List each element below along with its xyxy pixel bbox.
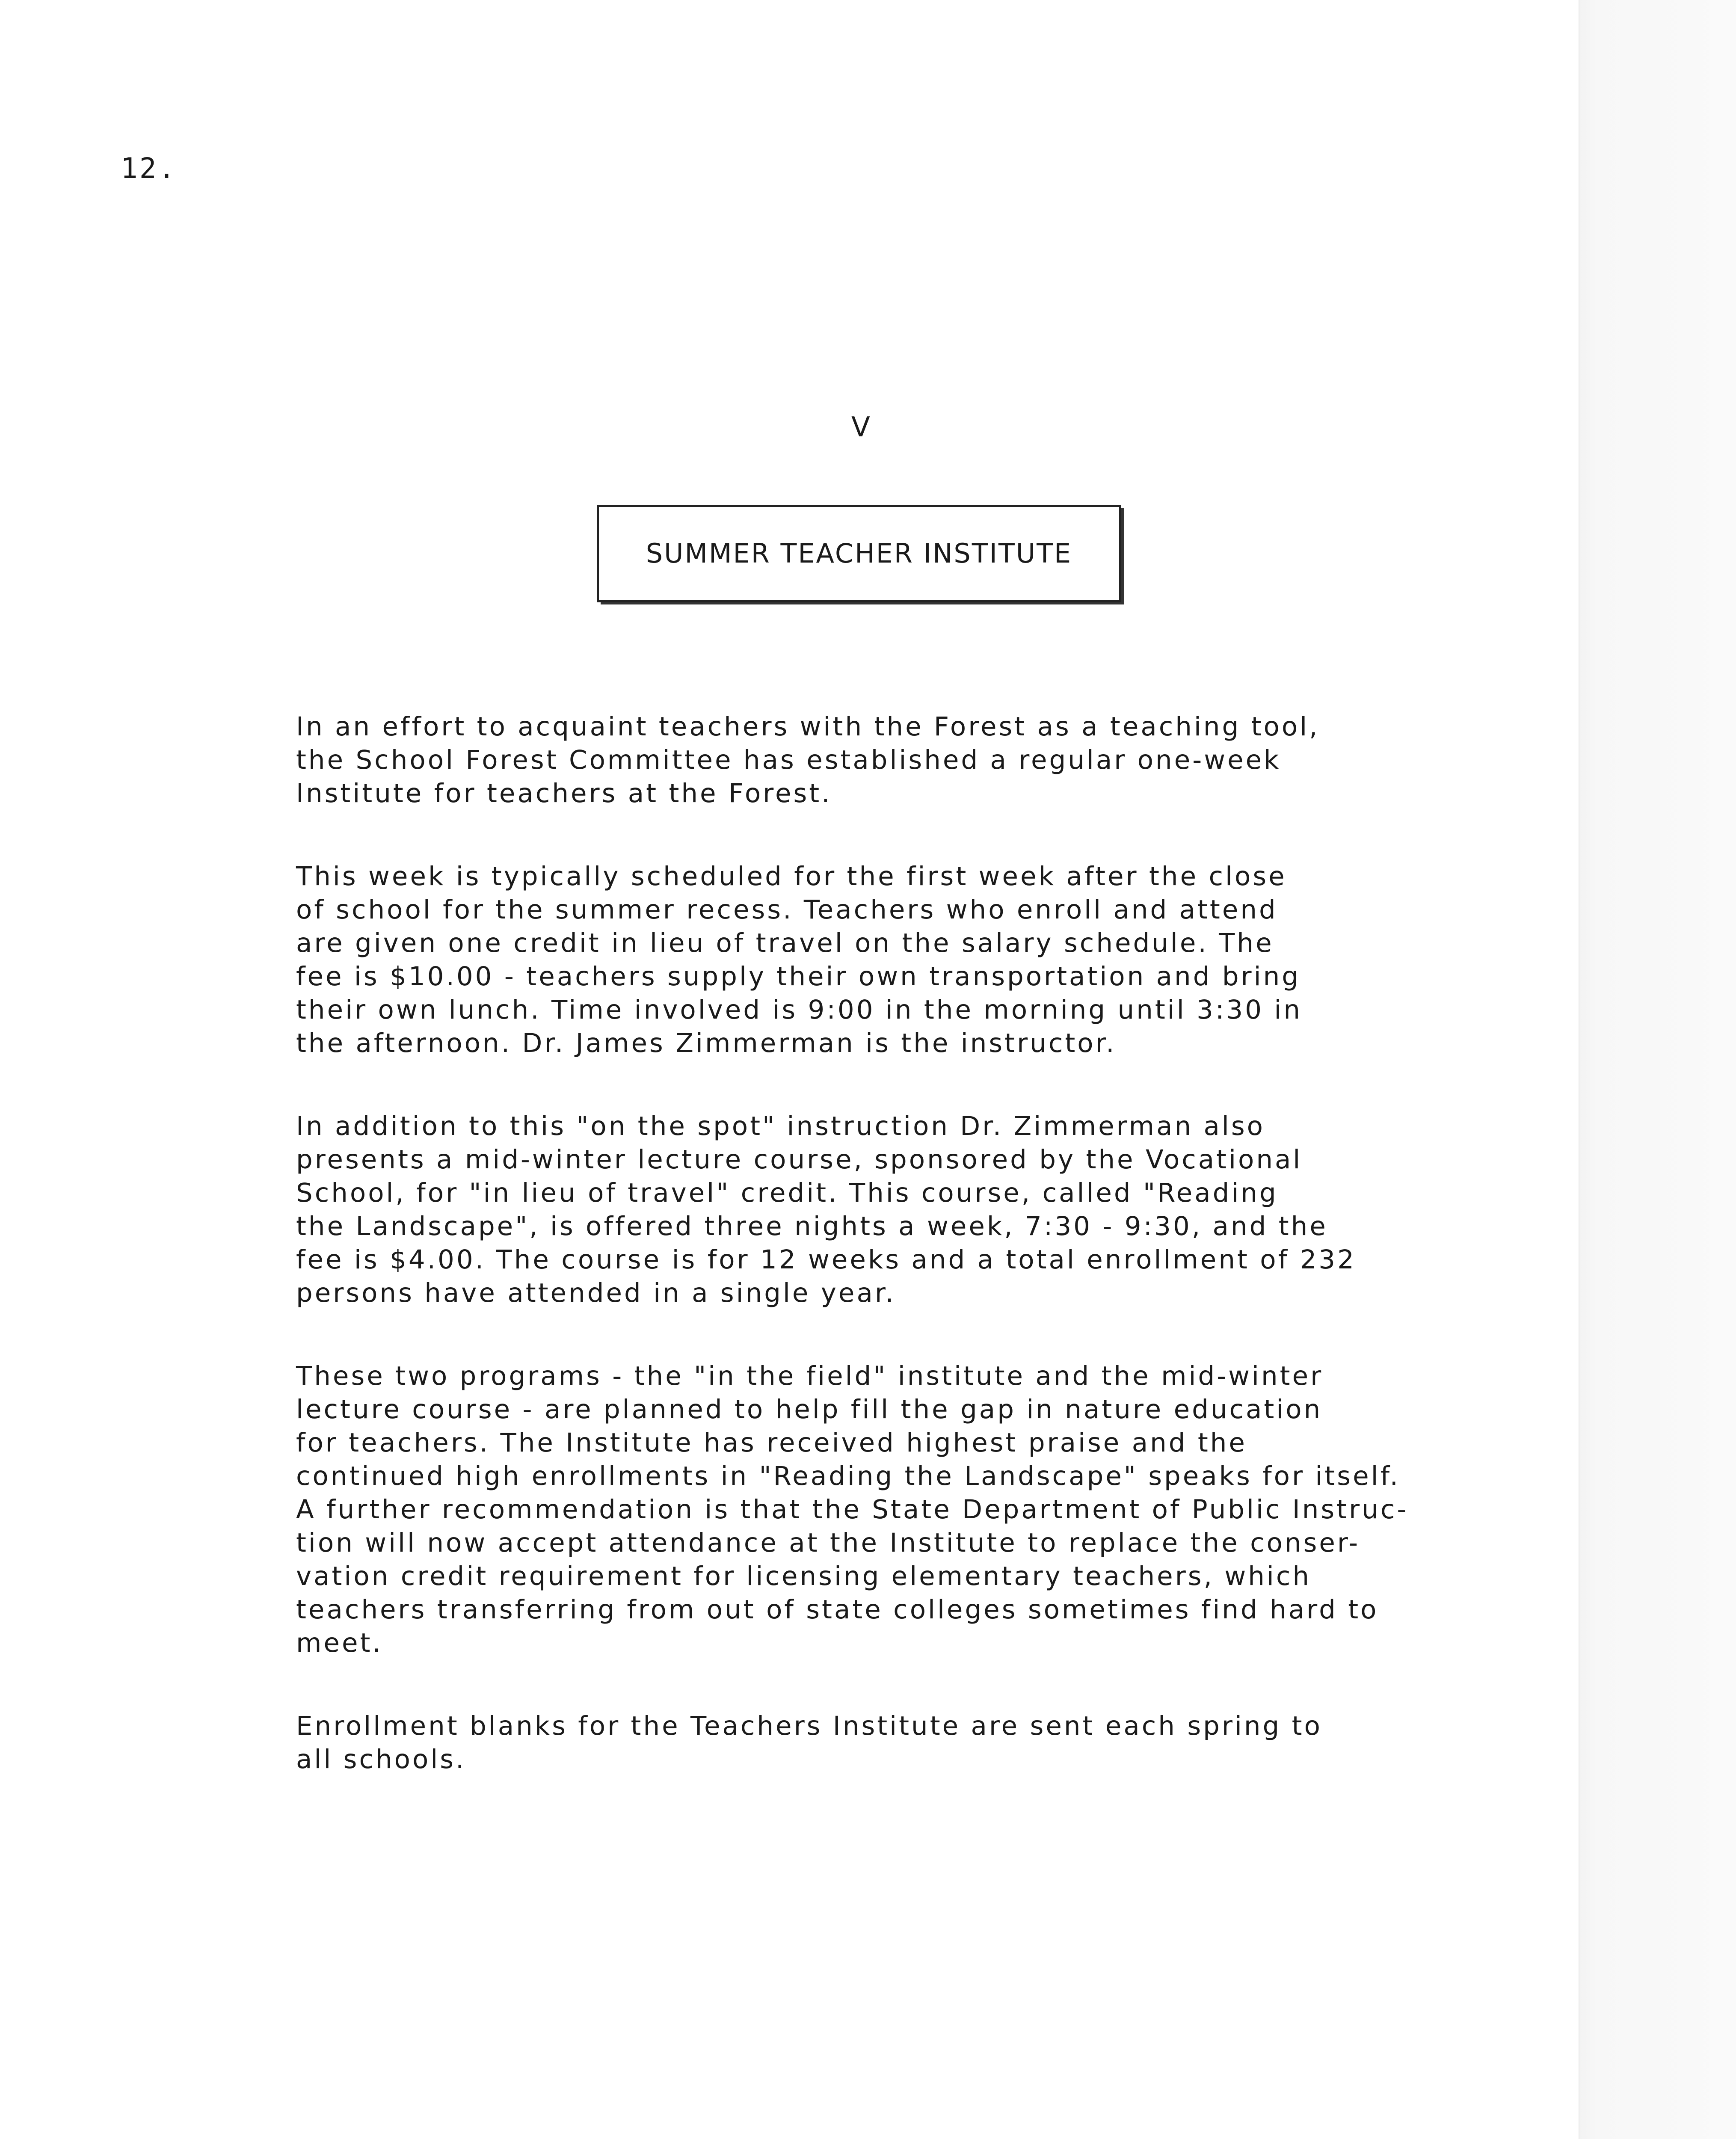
paragraph-programs: These two programs - the "in the field" institute and the mid-winter lecture course - are planned to help fill the gap in nature education for teachers. The Institute has received highest praise and the continued high enrollments in "Reading the Landscape" speaks for itself. A further recommendation is that the State Department of Public Instruc- tion will now accept attendance at the Institute to replace the conser- vation credit requirement for licensing elementary teachers, which teachers transferring from out of state colleges sometimes find hard to meet.: [296, 1361, 1409, 1658]
section-title: SUMMER TEACHER INSTITUTE: [646, 538, 1072, 569]
section-numeral: V: [851, 412, 870, 443]
scan-edge-margin: [1579, 0, 1736, 2139]
paragraph-lecture-course: In addition to this "on the spot" instruction Dr. Zimmerman also presents a mid-winter lecture course, sponsored by the Vocational School, for "in lieu of travel" credit. This course, called "Reading the Landscape", is offered three nights a week, 7:30 - 9:30, and the fee is $4.00. The course is for 12 weeks and a total enrollment of 232 persons have attended in a single year.: [296, 1111, 1356, 1308]
paragraph-schedule: This week is typically scheduled for the first week after the close of school for the summer recess. Teachers who enroll and attend are given one credit in lieu of travel on the salary schedule. The fee is $10.00 - teachers supply their own transportation and bring their own lunch. Time involved is 9:00 in the morning until 3:30 in the afternoon. Dr. James Zimmerman is the instructor.: [296, 861, 1303, 1058]
paragraph-intro: In an effort to acquaint teachers with the Forest as a teaching tool, the School Forest Committee has established a regular one-week Institute for teachers at the Forest.: [296, 711, 1320, 809]
section-title-box: [597, 505, 1121, 602]
body-text: [296, 710, 1520, 1826]
page-number: 12.: [121, 152, 177, 185]
paragraph-enrollment: Enrollment blanks for the Teachers Institute are sent each spring to all schools.: [296, 1711, 1322, 1775]
